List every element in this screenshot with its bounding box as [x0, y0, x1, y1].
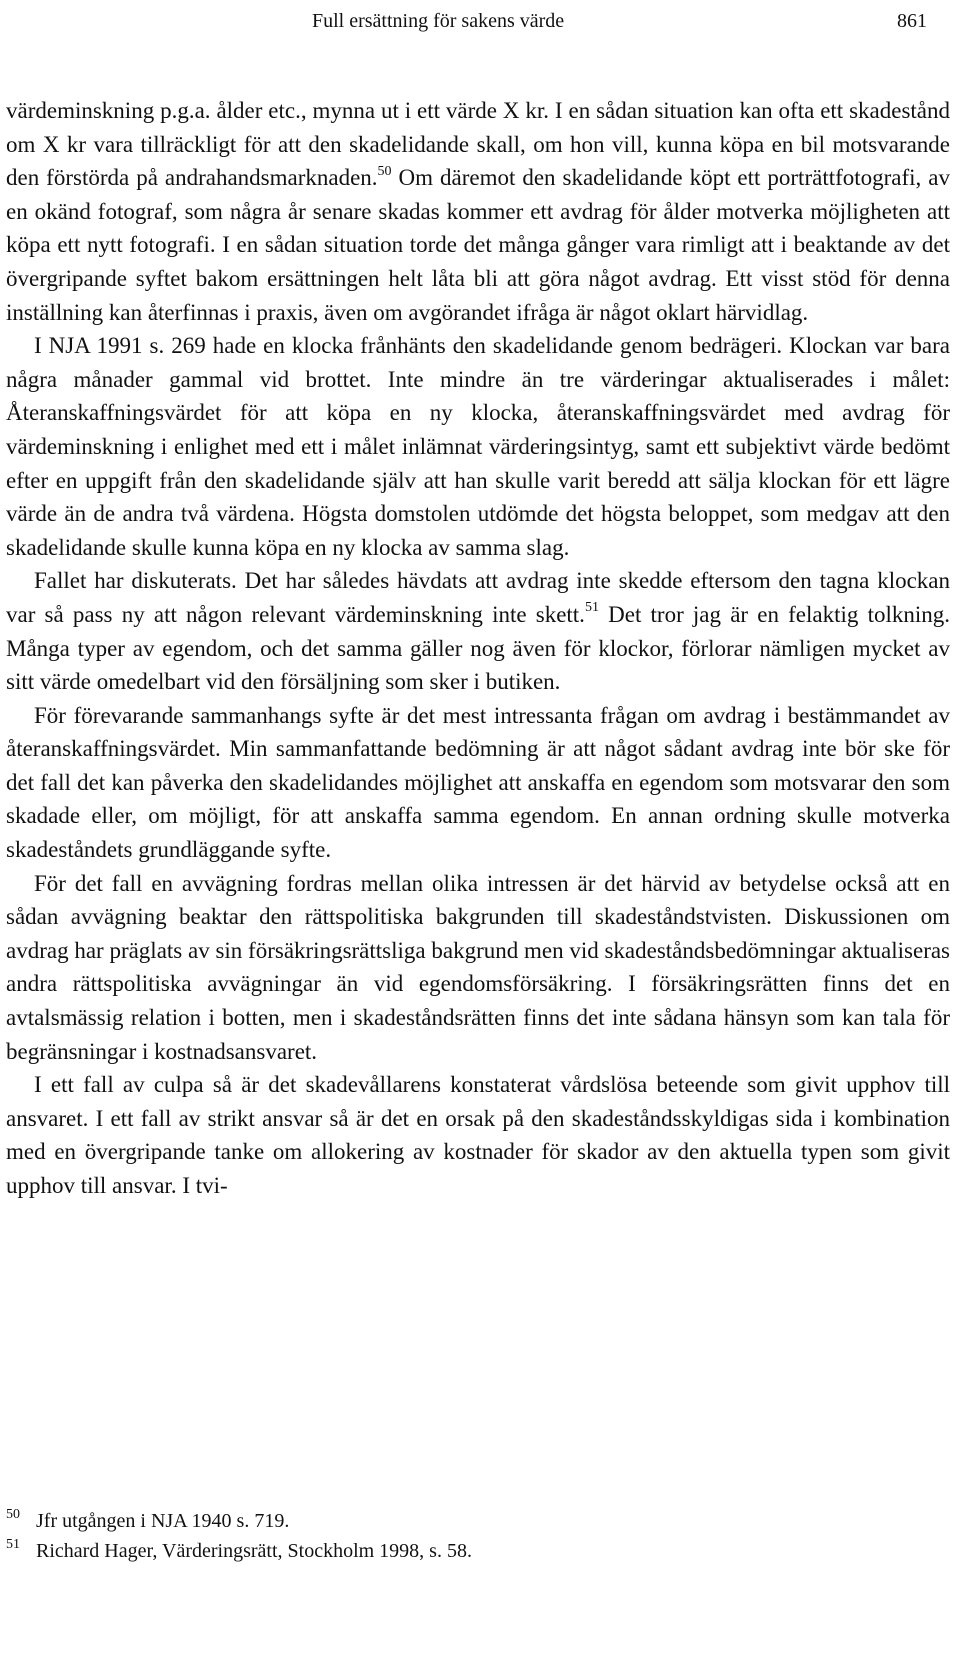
page-header	[0, 6, 960, 36]
paragraph-text: Om däremot den skadelidande köpt ett porträttfotografi, av en okänd fotograf, som några år senare skadas kommer ett avdrag för ålder motverka möjligheten att köpa ett nytt fotografi. I en sådan situation torde det många gånger vara rimligt att i beaktande av det övergripande syftet bakom ersättningen helt låta bli att göra något avdrag. Ett visst stöd för denna inställning kan återfinnas i praxis, även om avgörandet ifråga är något oklart härvidlag.	[6, 165, 950, 325]
paragraph	[6, 329, 950, 564]
footnote	[6, 1506, 950, 1536]
footnote-reference: 50	[377, 163, 392, 179]
paragraph-text: För förevarande sammanhangs syfte är det mest intressanta frågan om avdrag i bestämmandet av återanskaffningsvärdet. Min sammanfattande bedömning är att något sådant avdrag inte bör ske för det fall det kan påverka den skadelidandes möjlighet att anskaffa en egendom som motsvarar den som skadade eller, om möjligt, för att anskaffa samma egendom. En annan ordning skulle motverka skadeståndets grundläggande syfte.	[6, 702, 950, 863]
body-text	[6, 94, 950, 1203]
running-title: Full ersättning för sakens värde	[312, 10, 565, 32]
footnotes	[6, 1506, 950, 1566]
paragraph	[6, 94, 950, 329]
paragraph	[6, 699, 950, 867]
paragraph-text: Fallet har diskuterats. Det har således hävdats att avdrag inte skedde eftersom den tagna klockan var så pass ny att någon relevant värdeminskning inte skett.	[6, 568, 950, 627]
paragraph	[6, 867, 950, 1069]
page-number: 861	[897, 10, 927, 32]
footnote-number: 51	[6, 1537, 20, 1552]
paragraph	[6, 564, 950, 698]
footnote-reference: 51	[584, 600, 599, 616]
footnote-text: Jfr utgången i NJA 1940 s. 719.	[36, 1510, 290, 1532]
footnote-text: Richard Hager, Värderingsrätt, Stockholm 1998, s. 58.	[36, 1540, 472, 1562]
paragraph-text: I NJA 1991 s. 269 hade en klocka frånhänts den skadelidande genom bedrägeri. Klockan var bara några månader gammal vid brottet. Inte mindre än tre värderingar aktualiserades i målet: Återanskaffningsvärdet för att köpa en ny klocka, återanskaffningsvärdet med avdrag för värdeminskning i enlighet med ett i målet inlämnat värderingsintyg, samt ett subjektivt värde bedömt efter en uppgift från den skadelidande själv att han skulle varit beredd att sälja klockan för ett lägre värde än de andra två värdena. Högsta domstolen utdömde det högsta beloppet, som medgav att den skadelidande skulle kunna köpa en ny klocka av samma slag.	[6, 333, 950, 560]
footnote-number: 50	[6, 1507, 20, 1522]
paragraph-text: I ett fall av culpa så är det skadevållarens konstaterat vårdslösa beteende som givit upphov till ansvaret. I ett fall av strikt ansvar så är det en orsak på den skadeståndsskyldigas sida i kombination med en övergripande tanke om allokering av kostnader för skador av den aktuella typen som givit upphov till ansvar. I tvi-	[6, 1072, 950, 1198]
paragraph-text: Det tror jag är en felaktig tolkning. Många typer av egendom, och det samma gäller nog även för klockor, förlorar nämligen mycket av sitt värde omedelbart vid den försäljning som sker i butiken.	[6, 601, 950, 695]
paragraph-text: För det fall en avvägning fordras mellan olika intressen är det härvid av betydelse också att en sådan avvägning beaktar den rättspolitiska bakgrunden till skadeståndstvisten. Diskussionen om avdrag har präglats av sin försäkringsrättsliga bakgrund men vid skadeståndsbedömningar aktualiseras andra rättspolitiska avvägningar än vid egendomsförsäkring. I försäkringsrätten finns det en avtalsmässig relation i botten, men i skadeståndsrätten finns det inte sådana hänsyn som kan tala för begränsningar i kostnadsansvaret.	[6, 870, 951, 1064]
footnote	[6, 1536, 950, 1566]
paragraph	[6, 1068, 950, 1202]
paragraph-text: värdeminskning p.g.a. ålder etc., mynna ut i ett värde X kr. I en sådan situation kan ofta ett skadestånd om X kr vara tillräckligt för att den skadelidande skall, om hon vill, kunna köpa en bil motsvarande den förstörda på andrahandsmarknaden.	[6, 98, 950, 191]
